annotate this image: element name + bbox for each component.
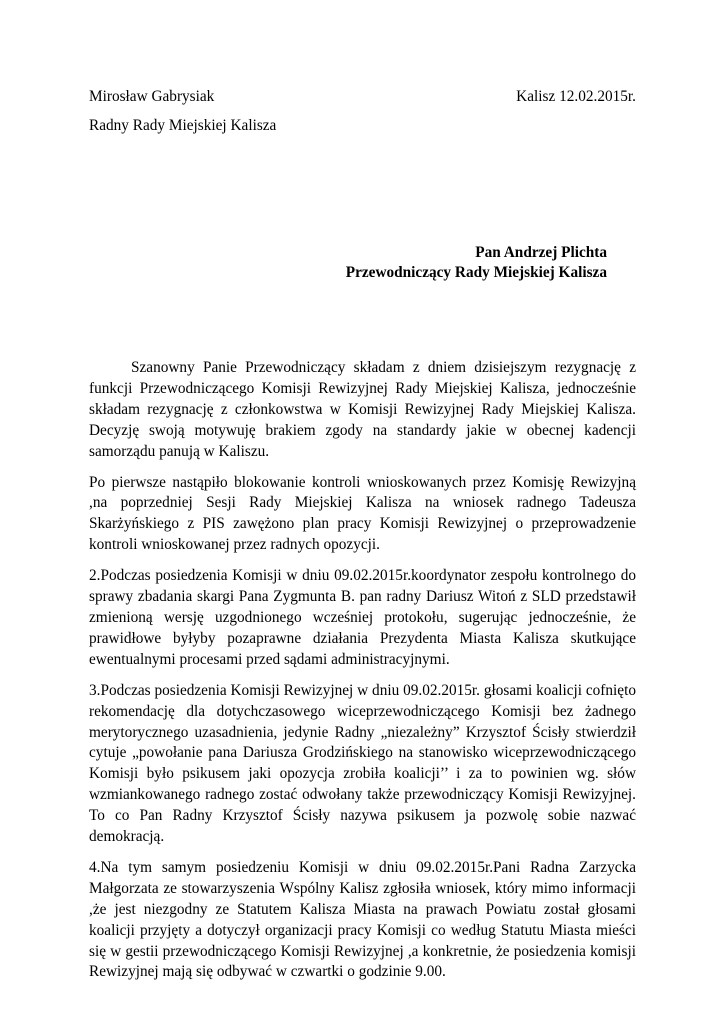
paragraph-point-4: 4.Na tym samym posiedzeniu Komisji w dniu 09.02.2015r.Pani Radna Zarzycka Małgorzata ze stowarzyszenia Wspólny Kalisz zgłosiła wniosek, który mimo informacji ,że jest niezgodny ze Statutem Kalisza Miasta na prawach Powiatu został głosami koalicji przyjęty a dotyczył organizacji pracy Komisji co według Statutu Miasta mieści się w gestii przewodniczącego Komisji Rewizyjnej ,a konkretnie, że posiedzenia komisji Rewizyjnej mają się odbywać w czwartki o godzinie 9.00. [89,858,636,981]
paragraph-point-2: 2.Podczas posiedzenia Komisji w dniu 09.02.2015r.koordynator zespołu kontrolnego do sprawy zbadania skargi Pana Zygmunta B. pan radny Dariusz Witoń z SLD przedstawił zmienioną wersję uzgodnionego wcześniej protokołu, sugerując jednocześnie, że prawidłowe byłyby pozaprawne działania Prezydenta Miasta Kalisza skutkujące ewentualnymi procesami przed sądami administracyjnymi. [89,567,636,668]
letter-date: Kalisz 12.02.2015r. [516,88,636,105]
sender-name: Mirosław Gabrysiak [89,88,215,105]
paragraph-point-3: 3.Podczas posiedzenia Komisji Rewizyjnej w dniu 09.02.2015r. głosami koalicji cofnięto rekomendację dla dotychczasowego wiceprzewodniczącego Komisji bez żadnego merytorycznego uzasadnienia, jedynie Radny „niezależny” Krzysztof Ścisły stwierdził cytuje „powołanie pana Dariusza Grodzińskiego na stanowisko wiceprzewodniczącego Komisji było psikusem jaki opozycja zrobiła koalicji’’ i za to powinien wg. słów wzmiankowanego radnego zostać odwołany także przewodniczący Komisji Rewizyjnej. To co Pan Radny Krzysztof Ścisły nazywa psikusem ja pozwolę sobie nazwać demokracją. [89,681,636,846]
addressee-title: Przewodniczący Rady Miejskiej Kalisza [345,264,607,281]
sender-role: Radny Rady Miejskiej Kalisza [89,117,277,134]
paragraph-intro: Szanowny Panie Przewodniczący składam z dniem dzisiejszym rezygnację z funkcji Przewodniczącego Komisji Rewizyjnej Rady Miejskiej Kalisza, jednocześnie składam rezygnację z członkowstwa w Komisji Rewizyjnej Rady Miejskiej Kalisza. Decyzję swoją motywuję brakiem zgody na standardy jakie w obecnej kadencji samorządu panują w Kaliszu. [89,359,636,460]
addressee-block [346,243,607,283]
addressee-name: Pan Andrzej Plichta [475,244,607,261]
paragraph-point-1: Po pierwsze nastąpiło blokowanie kontroli wnioskowanych przez Komisję Rewizyjną ,na poprzedniej Sesji Rady Miejskiej Kalisza na wniosek radnego Tadeusza Skarżyńskiego z PIS zawężono plan pracy Komisji Rewizyjnej o przeprowadzenie kontroli wnioskowanej przez radnych opozycji. [89,473,636,554]
letter-body [89,358,636,993]
